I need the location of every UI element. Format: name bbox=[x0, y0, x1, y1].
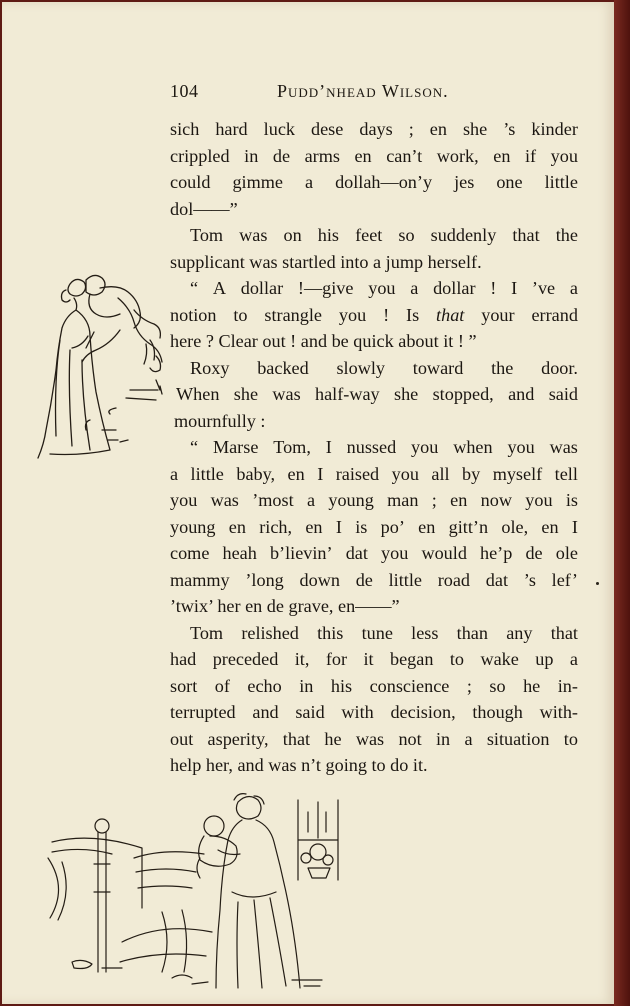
word: gimme bbox=[232, 172, 283, 192]
word: a bbox=[569, 278, 578, 298]
word: preceded bbox=[212, 649, 279, 669]
word: than bbox=[456, 622, 488, 643]
word: Roxy bbox=[190, 357, 230, 378]
text-line bbox=[170, 673, 578, 700]
word: to bbox=[449, 649, 465, 669]
word: en bbox=[493, 145, 511, 166]
word: said bbox=[548, 384, 578, 404]
text-line bbox=[170, 567, 578, 594]
word: a bbox=[306, 490, 316, 510]
word: rich, bbox=[259, 516, 293, 537]
word: was bbox=[210, 490, 239, 510]
word: that bbox=[512, 225, 540, 245]
word: he’p bbox=[480, 543, 513, 563]
text-line bbox=[170, 434, 578, 461]
word: when bbox=[453, 437, 493, 457]
word: could bbox=[170, 172, 211, 192]
word: dollar bbox=[433, 278, 476, 298]
word: you bbox=[411, 437, 439, 457]
word: she bbox=[462, 119, 488, 139]
word: suddenly bbox=[430, 225, 497, 245]
word: gitt’n bbox=[448, 516, 489, 537]
word: not bbox=[398, 728, 422, 749]
word: ; bbox=[466, 675, 472, 696]
word: days bbox=[359, 119, 393, 139]
word: !—give bbox=[297, 278, 354, 298]
word: relished bbox=[241, 622, 299, 643]
word: de bbox=[525, 543, 543, 563]
word: wake bbox=[480, 649, 519, 669]
text-line bbox=[170, 143, 578, 170]
text-line bbox=[170, 222, 578, 249]
word: door. bbox=[541, 357, 578, 378]
word: tell bbox=[554, 463, 578, 484]
word: asperity, bbox=[207, 728, 269, 749]
running-head bbox=[170, 81, 575, 103]
word: kinder bbox=[531, 119, 578, 139]
word: I bbox=[325, 437, 332, 457]
word: lef’ bbox=[551, 569, 578, 590]
word: I bbox=[511, 278, 518, 298]
word: this bbox=[317, 622, 344, 643]
word: was bbox=[272, 384, 301, 404]
word: all bbox=[431, 463, 450, 484]
word: the bbox=[491, 357, 514, 378]
word: she bbox=[233, 384, 259, 404]
word: en bbox=[287, 463, 305, 484]
word: a bbox=[569, 649, 578, 669]
word: so bbox=[489, 675, 506, 696]
word: po’ bbox=[380, 516, 405, 537]
text-line bbox=[170, 461, 578, 488]
word: dese bbox=[311, 119, 344, 139]
word: it bbox=[363, 649, 374, 669]
word: and bbox=[252, 702, 279, 722]
word: ; bbox=[431, 490, 437, 510]
word: that bbox=[550, 622, 578, 643]
word: Tom, bbox=[273, 437, 311, 457]
word: ’most bbox=[252, 490, 294, 510]
word: ole bbox=[555, 543, 578, 563]
word: he bbox=[523, 675, 541, 696]
word: nussed bbox=[346, 437, 397, 457]
word: feet bbox=[355, 225, 383, 245]
word: “ bbox=[190, 278, 199, 298]
word: in- bbox=[557, 675, 578, 696]
word: a bbox=[410, 278, 419, 298]
word: man bbox=[387, 490, 419, 510]
word: hard bbox=[215, 119, 248, 139]
book-edge bbox=[614, 0, 630, 1006]
word: little bbox=[190, 463, 224, 484]
word: mammy bbox=[170, 569, 230, 590]
text-line bbox=[170, 726, 578, 753]
word: I bbox=[317, 463, 324, 484]
word: now bbox=[480, 490, 512, 510]
word: notion bbox=[170, 304, 217, 325]
word: backed bbox=[257, 357, 309, 378]
word: had bbox=[170, 649, 197, 669]
word: work, bbox=[436, 145, 479, 166]
word: dollah—on’y bbox=[335, 172, 433, 192]
text-line: mournfully : bbox=[174, 410, 266, 431]
word: you bbox=[170, 490, 198, 510]
word: that bbox=[436, 304, 465, 325]
word: ! bbox=[490, 278, 497, 298]
text-line: supplicant was startled into a jump herself. bbox=[170, 251, 482, 272]
figure-illustration-top bbox=[30, 270, 180, 470]
word: you bbox=[391, 463, 419, 484]
word: Tom bbox=[190, 225, 224, 245]
word: was bbox=[549, 437, 578, 457]
text-line bbox=[170, 540, 578, 567]
word: you bbox=[381, 543, 409, 563]
word: a bbox=[464, 728, 473, 749]
word: ’ve bbox=[531, 278, 556, 298]
word: Is bbox=[406, 304, 420, 325]
word: come bbox=[170, 543, 210, 563]
word: she bbox=[394, 384, 419, 404]
word: strangle bbox=[264, 304, 322, 325]
word: down bbox=[299, 569, 340, 590]
word: he bbox=[324, 728, 342, 749]
word: is bbox=[565, 490, 578, 510]
word: I bbox=[571, 516, 578, 537]
text-line bbox=[170, 355, 578, 382]
word: young bbox=[328, 490, 374, 510]
word: de bbox=[272, 145, 291, 166]
word: to bbox=[233, 304, 248, 325]
word: ole, bbox=[501, 516, 529, 537]
word: dollar bbox=[240, 278, 284, 298]
word: situation bbox=[486, 728, 550, 749]
word: sort bbox=[170, 675, 198, 696]
word: ’long bbox=[245, 569, 284, 590]
text-line bbox=[170, 302, 578, 329]
text-line: ’twix’ her en de grave, en——” bbox=[170, 596, 400, 616]
word: that bbox=[282, 728, 311, 749]
word: dat bbox=[485, 569, 509, 590]
word: Tom bbox=[190, 622, 224, 643]
word: by bbox=[462, 463, 481, 484]
text-line: dol——” bbox=[170, 198, 238, 219]
word: errand bbox=[531, 304, 578, 325]
word: of bbox=[214, 675, 230, 696]
word: crippled bbox=[170, 145, 230, 166]
text-line bbox=[170, 699, 578, 726]
word: a bbox=[170, 463, 179, 484]
running-title: Pudd’nhead Wilson. bbox=[277, 81, 449, 101]
word: sich bbox=[170, 119, 200, 139]
page-number: 104 bbox=[170, 81, 199, 101]
word: road bbox=[437, 569, 471, 590]
word: is bbox=[355, 516, 368, 537]
word: de bbox=[355, 569, 373, 590]
word: it, bbox=[294, 649, 310, 669]
book-page bbox=[2, 2, 614, 1004]
text-line bbox=[170, 169, 578, 196]
text-line bbox=[170, 487, 578, 514]
word: his bbox=[317, 225, 339, 245]
word: and bbox=[508, 384, 535, 404]
word: en bbox=[305, 516, 323, 537]
word: Marse bbox=[212, 437, 259, 457]
word: I bbox=[335, 516, 342, 537]
word: you bbox=[550, 145, 578, 166]
word: raised bbox=[335, 463, 380, 484]
word: en bbox=[450, 490, 468, 510]
ink-speck bbox=[596, 582, 599, 585]
word: en bbox=[429, 119, 447, 139]
word: baby, bbox=[236, 463, 276, 484]
text-line bbox=[170, 275, 578, 302]
word: en bbox=[228, 516, 246, 537]
word: can’t bbox=[386, 145, 423, 166]
word: was bbox=[355, 728, 385, 749]
text-line bbox=[176, 381, 578, 408]
word: his bbox=[330, 675, 353, 696]
word: ’s bbox=[523, 569, 536, 590]
word: arms bbox=[304, 145, 340, 166]
word: in bbox=[299, 675, 314, 696]
word: to bbox=[563, 728, 578, 749]
nursery-illustration-bottom bbox=[42, 792, 342, 992]
word: said bbox=[295, 702, 325, 722]
word: terrupted bbox=[170, 702, 236, 722]
word: you bbox=[368, 278, 396, 298]
word: en bbox=[418, 516, 436, 537]
word: A bbox=[212, 278, 226, 298]
word: a bbox=[304, 172, 314, 192]
word: young bbox=[170, 516, 216, 537]
word: luck bbox=[263, 119, 295, 139]
word: little bbox=[544, 172, 578, 192]
word: en bbox=[541, 516, 559, 537]
word: less bbox=[411, 622, 439, 643]
text-line: here ? Clear out ! and be quick about it ! ” bbox=[170, 331, 477, 351]
word: out bbox=[170, 728, 194, 749]
word: “ bbox=[190, 437, 199, 457]
word: toward bbox=[412, 357, 464, 378]
word: on bbox=[283, 225, 302, 245]
word: was bbox=[239, 225, 268, 245]
word: would bbox=[421, 543, 467, 563]
text-line bbox=[170, 116, 578, 143]
word: myself bbox=[492, 463, 543, 484]
word: you bbox=[525, 490, 553, 510]
word: ’s bbox=[503, 119, 516, 139]
word: half-way bbox=[315, 384, 380, 404]
word: you bbox=[507, 437, 535, 457]
word: conscience bbox=[369, 675, 450, 696]
word: little bbox=[388, 569, 422, 590]
word: When bbox=[176, 384, 220, 404]
word: in bbox=[244, 145, 259, 166]
word: if bbox=[524, 145, 537, 166]
word: though bbox=[472, 702, 523, 722]
word: tune bbox=[361, 622, 393, 643]
word: any bbox=[506, 622, 533, 643]
body-text bbox=[170, 116, 578, 779]
word: up bbox=[535, 649, 554, 669]
word: for bbox=[325, 649, 348, 669]
word: in bbox=[435, 728, 451, 749]
word: the bbox=[555, 225, 578, 245]
word: decision, bbox=[390, 702, 456, 722]
word: en bbox=[354, 145, 372, 166]
word: so bbox=[398, 225, 415, 245]
word: heah bbox=[222, 543, 257, 563]
text-line: help her, and was n’t going to do it. bbox=[170, 755, 428, 775]
word: with- bbox=[539, 702, 578, 722]
word: stopped, bbox=[432, 384, 494, 404]
word: you bbox=[338, 304, 367, 325]
word: ! bbox=[383, 304, 390, 325]
text-line bbox=[170, 514, 578, 541]
word: ; bbox=[408, 119, 414, 139]
word: one bbox=[496, 172, 523, 192]
word: with bbox=[341, 702, 374, 722]
word: echo bbox=[247, 675, 282, 696]
word: began bbox=[390, 649, 434, 669]
word: slowly bbox=[336, 357, 385, 378]
word: b’lievin’ bbox=[269, 543, 333, 563]
text-line bbox=[170, 646, 578, 673]
word: your bbox=[481, 304, 515, 325]
text-line bbox=[170, 620, 578, 647]
word: jes bbox=[454, 172, 475, 192]
word: dat bbox=[345, 543, 368, 563]
